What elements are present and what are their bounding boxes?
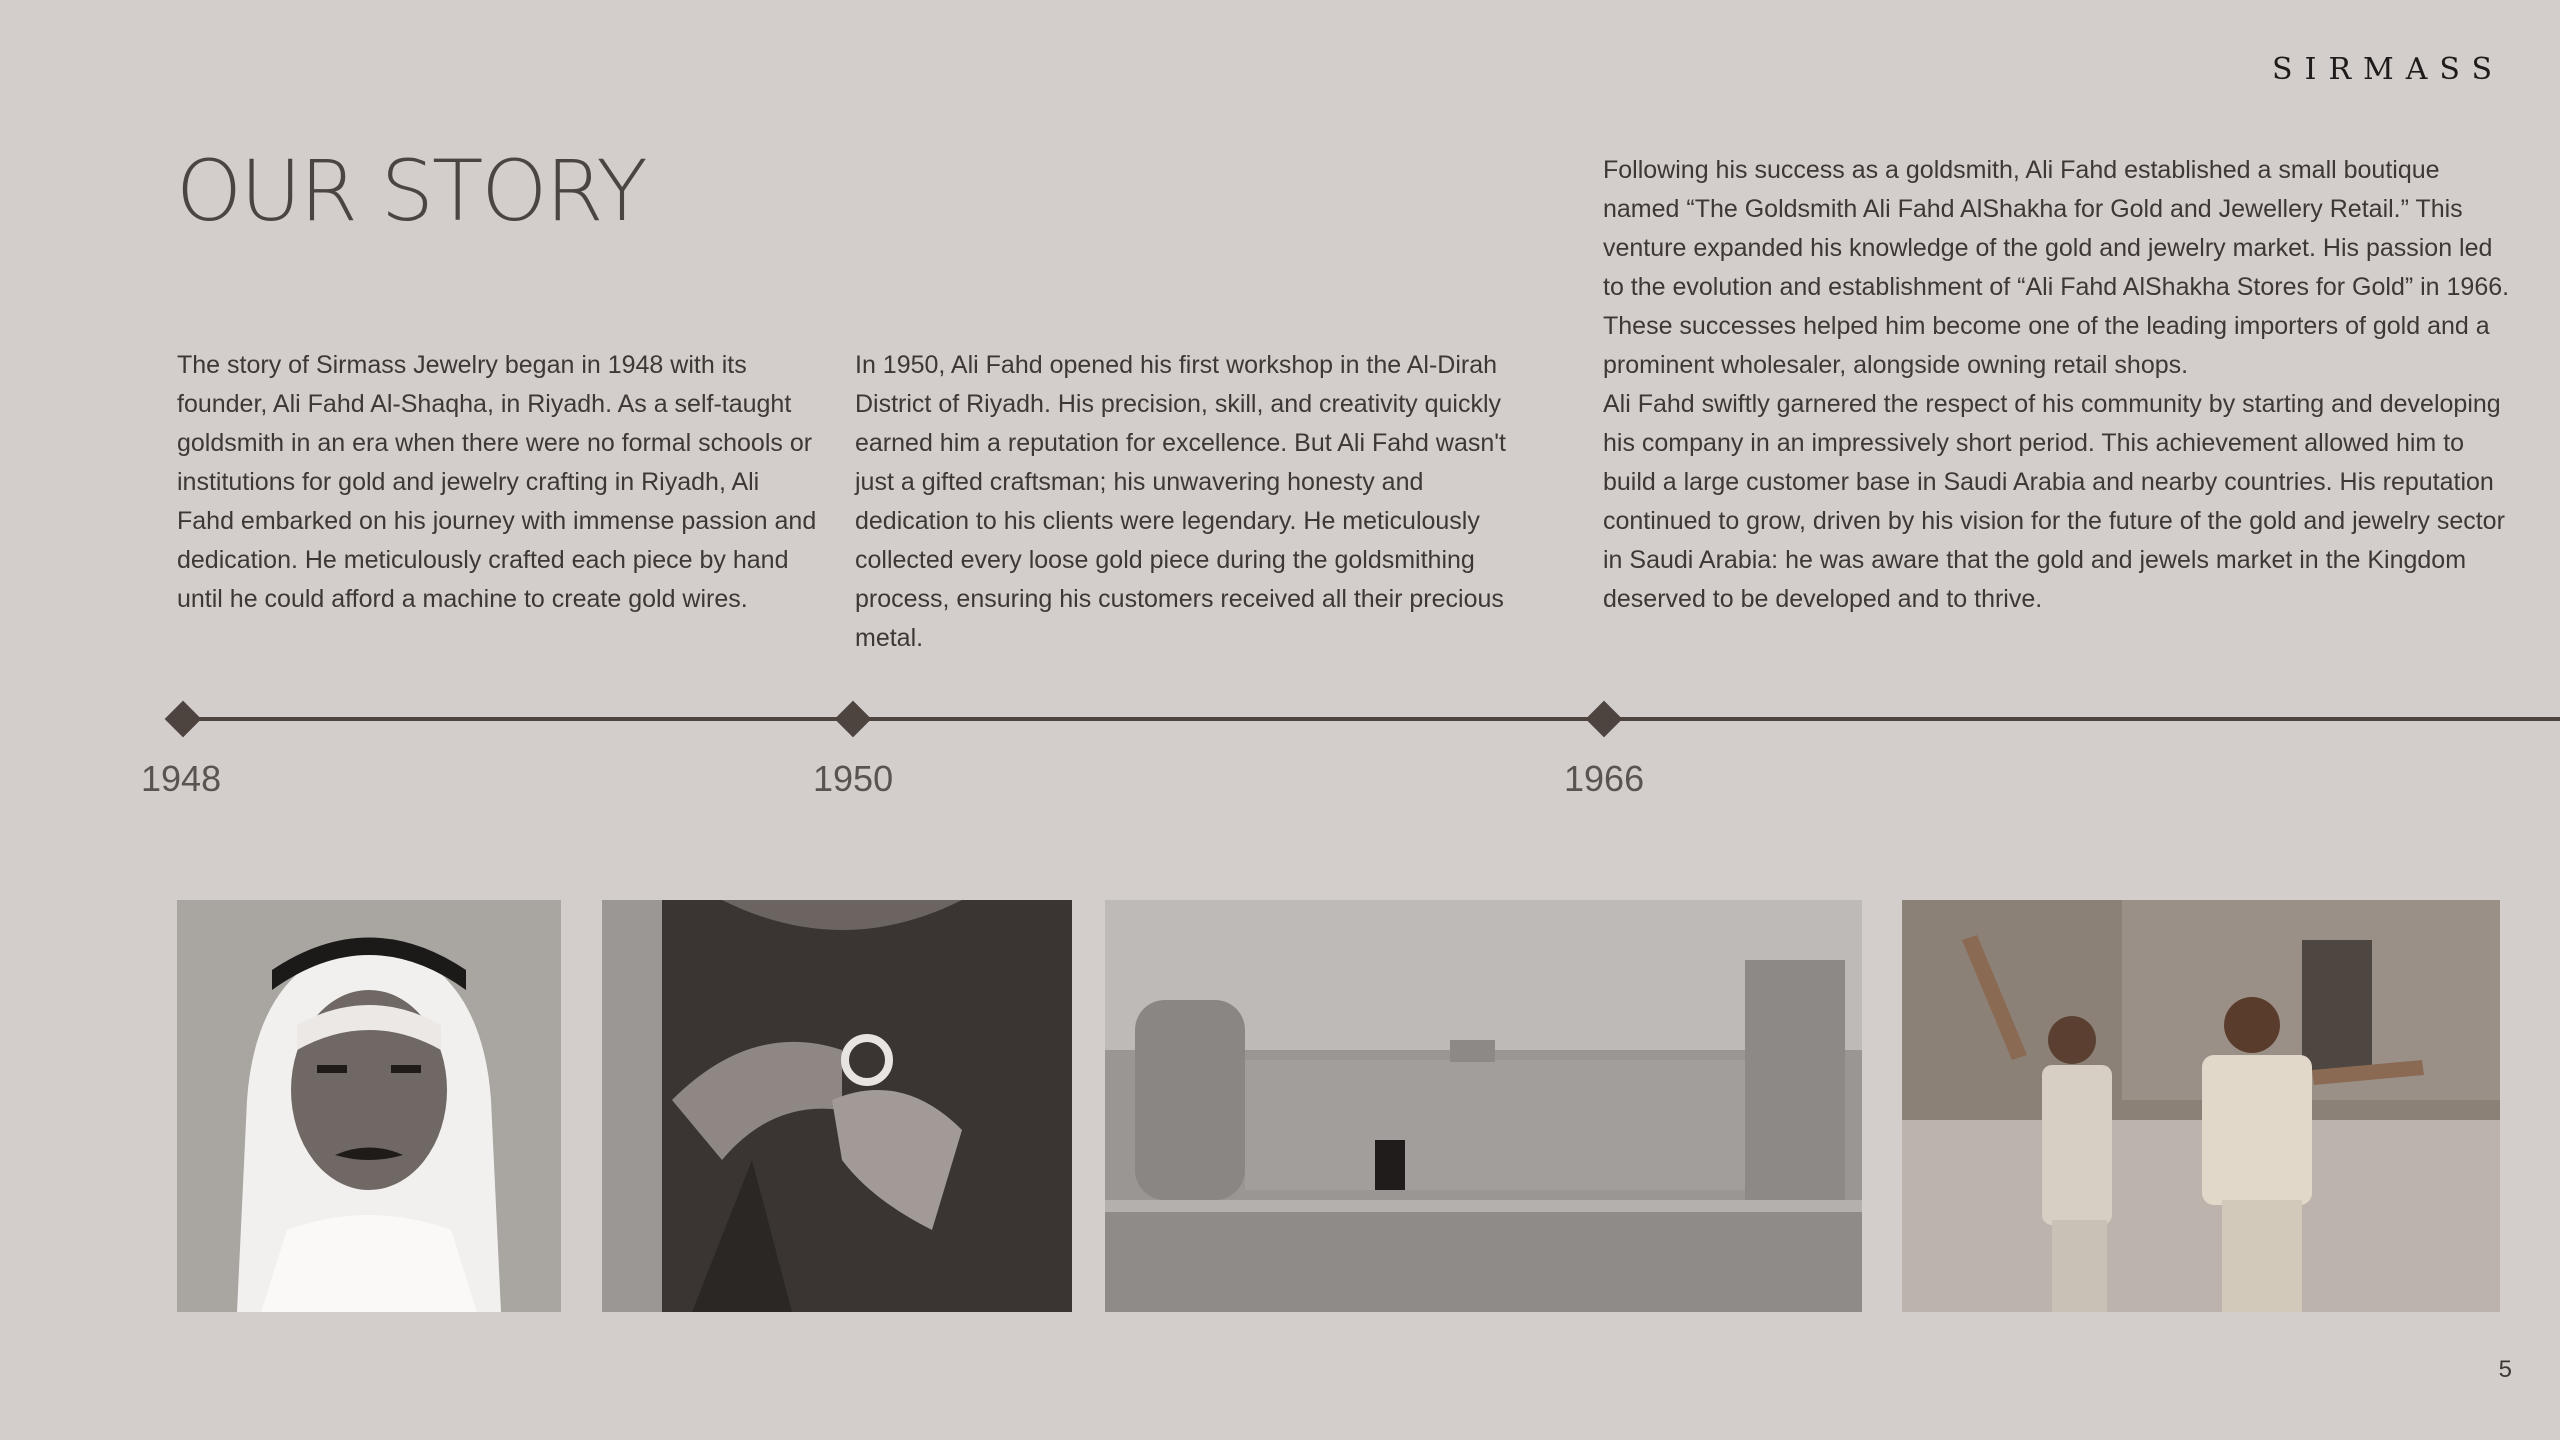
craftsman-hands-photo <box>602 900 1072 1312</box>
timeline-year-1950: 1950 <box>813 758 894 799</box>
story-paragraph: Ali Fahd swiftly garnered the respect of his community by starting and developing his company in an impressively short period. This achievement allowed him to build a large customer base in Saudi Arabia and nearby countries. His reputation continued to grow, driven by his vision for the future of the gold and jewelry sector in Saudi Arabia: he was aware that the gold and jewels market in the Kingdom deserved to be developed and to thrive. <box>1603 390 2505 613</box>
story-paragraph: Following his success as a goldsmith, Ali Fahd established a small boutique named “The Goldsmith Ali Fahd AlShakha for Gold and Jewellery Retail.” This venture expanded his knowledge of the gold and jewelry market. His passion led to the evolution and establishment of “Ali Fahd AlShakha Stores for Gold” in 1966. These successes helped him become one of the leading importers of gold and a prominent wholesaler, alongside owning retail shops. <box>1603 156 2510 379</box>
page-number: 5 <box>2498 1356 2512 1383</box>
timeline-marker-1966 <box>1586 701 1623 738</box>
page-title: OUR STORY <box>176 142 646 240</box>
timeline-marker-1950 <box>835 701 872 738</box>
timeline-year-1966: 1966 <box>1564 758 1645 799</box>
timeline-marker-1948 <box>165 701 202 738</box>
masmak-fortress-photo <box>1105 900 1862 1312</box>
founder-portrait-photo <box>177 900 561 1312</box>
founder-plaza-photo <box>1902 900 2500 1312</box>
brand-logo: SIRMASS <box>2272 52 2504 87</box>
story-column-1948 <box>177 346 817 619</box>
timeline-year-1948: 1948 <box>141 758 222 799</box>
story-column-1950 <box>855 346 1535 658</box>
story-column-1966 <box>1603 151 2513 619</box>
story-paragraph: In 1950, Ali Fahd opened his first workshop in the Al-Dirah District of Riyadh. His precision, skill, and creativity quickly earned him a reputation for excellence. But Ali Fahd wasn't just a gifted craftsman; his unwavering honesty and dedication to his clients were legendary. He meticulously collected every loose gold piece during the goldsmithing process, ensuring his customers received all their precious metal. <box>855 351 1506 652</box>
story-paragraph: The story of Sirmass Jewelry began in 1948 with its founder, Ali Fahd Al-Shaqha, in Riyadh. As a self-taught goldsmith in an era when there were no formal schools or institutions for gold and jewelry crafting in Riyadh, Ali Fahd embarked on his journey with immense passion and dedication. He meticulously crafted each piece by hand until he could afford a machine to create gold wires. <box>177 351 817 613</box>
timeline-line <box>183 717 2560 721</box>
